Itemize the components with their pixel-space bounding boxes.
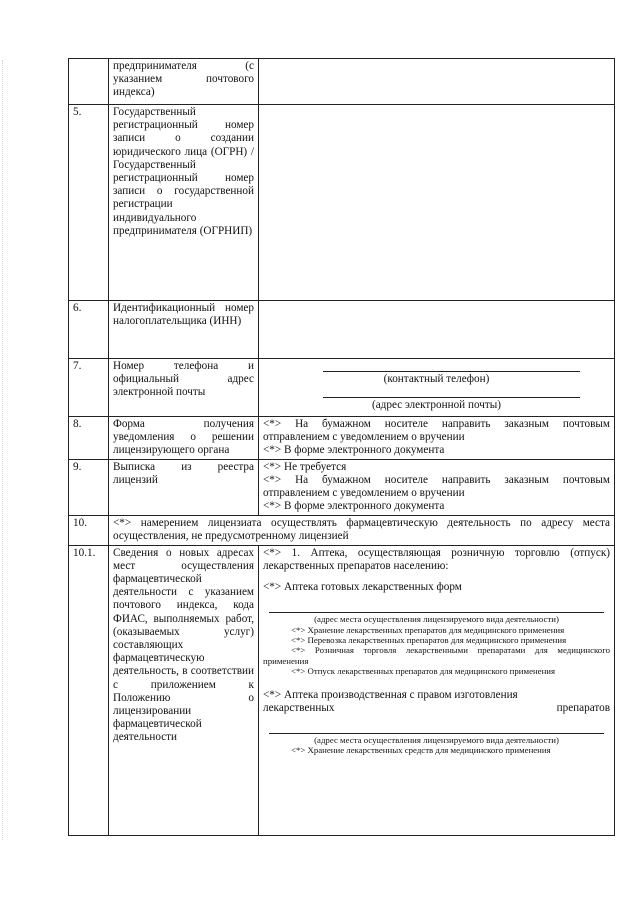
address-input-line[interactable] <box>269 725 604 734</box>
table-row <box>69 59 615 105</box>
address-input-line[interactable] <box>269 604 604 613</box>
field-value[interactable] <box>259 59 615 105</box>
option-paper[interactable]: <*> На бумажном носителе направить заказным почтовым отправлением с уведомлением о вручении <box>263 473 610 500</box>
row-number: 10. <box>69 515 109 545</box>
field-value[interactable] <box>259 105 615 301</box>
pharmacy-production-option-cont <box>263 702 610 715</box>
section-heading[interactable]: <*> намерением лицензиата осуществлять фармацевтическую деятельность по адресу места осуществления, не предусмотренному лицензией <box>109 515 615 545</box>
option-electronic[interactable]: <*> В форме электронного документа <box>263 444 445 457</box>
address-caption: (адрес места осуществления лицензируемого вида деятельности) <box>314 614 559 625</box>
row-number <box>69 59 109 105</box>
phone-input-line[interactable] <box>323 363 580 372</box>
row-number: 7. <box>69 359 109 417</box>
row-number: 10.1. <box>69 545 109 835</box>
service-option[interactable]: <*> Хранение лекарственных препаратов для медицинского применения <box>291 624 565 635</box>
table-row <box>69 359 615 417</box>
service-option[interactable]: <*> Перевозка лекарственных препаратов для медицинского применения <box>291 635 567 646</box>
service-option[interactable]: <*> Розничная торговля лекарственными препаратами для медицинского применения <box>263 645 610 666</box>
table-row <box>69 105 615 301</box>
table-row <box>69 417 615 460</box>
text-fragment: лекарственных <box>263 701 335 714</box>
row-number: 6. <box>69 301 109 359</box>
service-option[interactable]: <*> Хранение лекарственных средств для медицинского применения <box>291 745 551 756</box>
table-row <box>69 459 615 515</box>
contact-field-value[interactable] <box>259 359 615 417</box>
option-electronic[interactable]: <*> В форме электронного документа <box>263 500 445 513</box>
service-option[interactable]: <*> Отпуск лекарственных препаратов для медицинского применения <box>291 666 556 677</box>
pharmacy-ready-forms-option[interactable]: <*> Аптека готовых лекарственных форм <box>263 581 462 594</box>
row-number: 9. <box>69 459 109 515</box>
field-label: Форма получения уведомления о решении лицензирующего органа <box>109 417 259 460</box>
option-paper[interactable]: <*> На бумажном носителе направить заказным почтовым отправлением с уведомлением о вручении <box>263 418 610 444</box>
table-row <box>69 545 615 835</box>
email-input-line[interactable] <box>323 389 580 398</box>
field-label: предпринимателя (с указанием почтового индекса) <box>109 59 259 105</box>
field-label: Сведения о новых адресах мест осуществления фармацевтической деятельности с указанием почтового индекса, кода ФИАС, выполняемых работ, (оказываемых услуг) составляющих фармацевтическую деятельность, в соответствии с приложением к Положению о лицензировании фармацевтической деятельности <box>109 545 259 835</box>
email-caption: (адрес электронной почты) <box>371 399 502 412</box>
address-caption: (адрес места осуществления лицензируемого вида деятельности) <box>314 735 559 746</box>
field-value <box>259 417 615 460</box>
phone-caption: (контактный телефон) <box>383 373 490 385</box>
pharmacy-retail-option[interactable]: <*> 1. Аптека, осуществляющая розничную торговлю (отпуск) лекарственных препаратов населению: <box>263 546 610 572</box>
table-row <box>69 515 615 545</box>
application-form-table <box>68 58 615 836</box>
row-number: 5. <box>69 105 109 301</box>
pharmacy-production-option[interactable]: <*> Аптека производственная с правом изготовления <box>263 688 518 701</box>
field-value <box>259 545 615 835</box>
field-label: Идентификационный номер налогоплательщика (ИНН) <box>109 301 259 359</box>
field-value[interactable] <box>259 301 615 359</box>
field-label: Номер телефона и официальный адрес электронной почты <box>109 359 259 417</box>
scan-edge-noise <box>2 60 7 840</box>
field-value <box>259 459 615 515</box>
row-number: 8. <box>69 417 109 460</box>
field-label: Государственный регистрационный номер записи о создании юридического лица (ОГРН) / Государственный регистрационный номер записи о государственной регистрации индивидуального предпринимателя (ОГРНИП) <box>109 105 259 301</box>
text-fragment: препаратов <box>556 701 610 714</box>
table-row <box>69 301 615 359</box>
field-label: Выписка из реестра лицензий <box>109 459 259 515</box>
option-not-required[interactable]: <*> Не требуется <box>263 460 347 473</box>
